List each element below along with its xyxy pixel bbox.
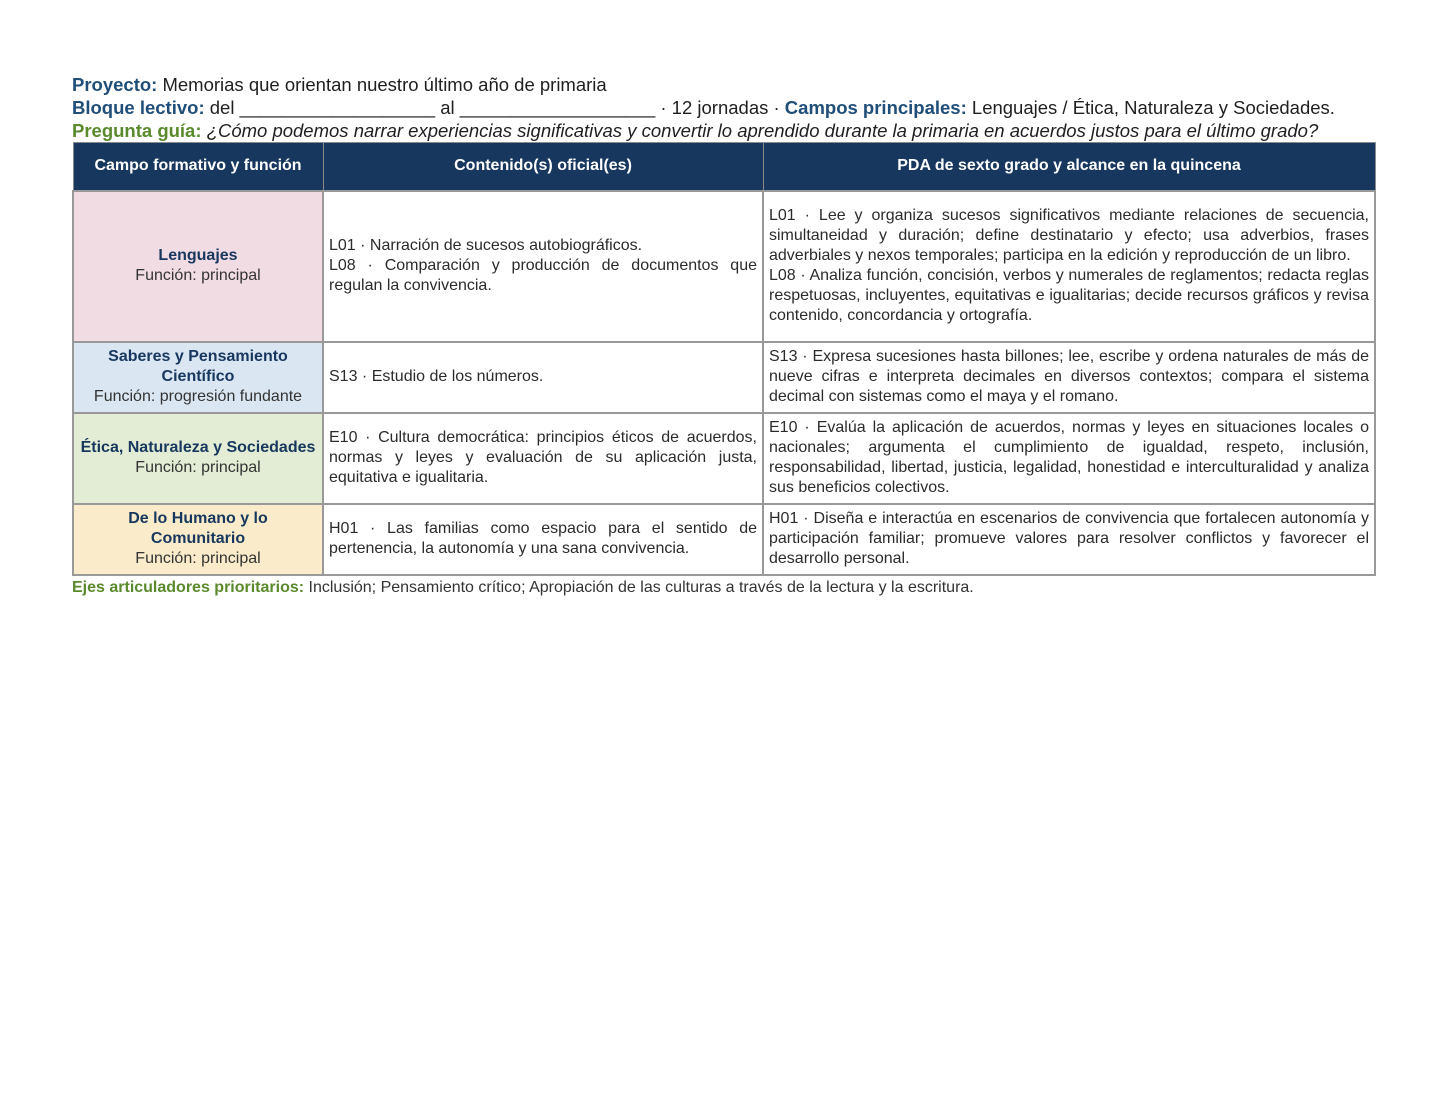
pda-item: L08 · Analiza función, concisión, verbos y numerales de reglamentos; redacta reglas respetuosas, incluyentes, equitativas e igualitarias; decide recursos gráficos y revisa contenido, concordancia y ortografía. bbox=[769, 267, 1369, 324]
pda-cell bbox=[763, 413, 1375, 504]
table-row bbox=[73, 504, 1375, 575]
table-row bbox=[73, 342, 1375, 413]
pda-item: S13 · Expresa sucesiones hasta billones; lee, escribe y ordena naturales de más de nueve cifras e interpreta decimales en diversos contextos; compara el sistema decimal con sistemas como el maya y el romano. bbox=[769, 348, 1369, 405]
pda-cell bbox=[763, 504, 1375, 575]
pda-cell bbox=[763, 191, 1375, 342]
document-page bbox=[72, 73, 1374, 599]
column-header-field: Campo formativo y función bbox=[73, 143, 323, 191]
content-item: L01 · Narración de sucesos autobiográficos. bbox=[329, 237, 643, 254]
axes-value: Inclusión; Pensamiento crítico; Apropiación de las culturas a través de la lectura y la escritura. bbox=[304, 578, 974, 596]
field-name: Lenguajes bbox=[158, 247, 238, 264]
field-cell bbox=[73, 191, 323, 342]
content-item: H01 · Las familias como espacio para el sentido de pertenencia, la autonomía y una sana convivencia. bbox=[329, 520, 757, 557]
project-value: Memorias que orientan nuestro último año de primaria bbox=[157, 74, 607, 95]
axes-line bbox=[72, 577, 1374, 599]
column-header-pda: PDA de sexto grado y alcance en la quincena bbox=[763, 143, 1375, 191]
field-name: Ética, Naturaleza y Sociedades bbox=[80, 439, 316, 456]
plan-table bbox=[72, 142, 1376, 576]
field-cell bbox=[73, 342, 323, 413]
table-row bbox=[73, 191, 1375, 342]
pda-item: H01 · Diseña e interactúa en escenarios de convivencia que fortalecen autonomía y participación familiar; promueve valores para resolver conflictos y favorecer el desarrollo personal. bbox=[769, 510, 1369, 567]
field-function: Función: principal bbox=[135, 550, 261, 567]
table-row bbox=[73, 413, 1375, 504]
pda-item: L01 · Lee y organiza sucesos significativos mediante relaciones de secuencia, simultaneidad y duración; define destinatario y efecto; usa adverbios, frases adverbiales y nexos temporales; participa en la edición y reproducción de un libro. bbox=[769, 207, 1369, 264]
block-label: Bloque lectivo: bbox=[72, 97, 205, 118]
field-function: Función: principal bbox=[135, 459, 261, 476]
field-cell bbox=[73, 413, 323, 504]
question-line bbox=[72, 119, 1374, 142]
content-cell bbox=[323, 413, 763, 504]
field-cell bbox=[73, 504, 323, 575]
project-label: Proyecto: bbox=[72, 74, 158, 95]
field-name: De lo Humano y lo Comunitario bbox=[128, 510, 268, 547]
field-name: Saberes y Pensamiento Científico bbox=[108, 348, 288, 385]
axes-label: Ejes articuladores prioritarios: bbox=[72, 578, 305, 596]
fields-value: Lenguajes / Ética, Naturaleza y Sociedades. bbox=[966, 97, 1335, 118]
content-cell bbox=[323, 342, 763, 413]
question-value: ¿Cómo podemos narrar experiencias significativas y convertir lo aprendido durante la primaria en acuerdos justos para el último grado? bbox=[201, 120, 1319, 141]
content-item: E10 · Cultura democrática: principios éticos de acuerdos, normas y leyes y evaluación de su aplicación justa, equitativa e igualitaria. bbox=[329, 429, 757, 486]
field-function: Función: principal bbox=[135, 267, 261, 284]
pda-item: E10 · Evalúa la aplicación de acuerdos, normas y leyes en situaciones locales o nacionales; argumenta el cumplimiento de igualdad, respeto, inclusión, responsabilidad, libertad, justicia, legalidad, honestidad e interculturalidad y analiza sus beneficios colectivos. bbox=[769, 419, 1369, 496]
project-line bbox=[72, 73, 1374, 96]
content-cell bbox=[323, 504, 763, 575]
block-line bbox=[72, 96, 1374, 119]
pda-cell bbox=[763, 342, 1375, 413]
content-item: S13 · Estudio de los números. bbox=[329, 368, 544, 385]
fields-label: Campos principales: bbox=[784, 97, 967, 118]
table-header-row bbox=[73, 143, 1375, 191]
question-label: Pregunta guía: bbox=[72, 120, 202, 141]
column-header-content: Contenido(s) oficial(es) bbox=[323, 143, 763, 191]
block-value: del ___________________ al ___________________ · 12 jornadas · bbox=[204, 97, 785, 118]
content-item: L08 · Comparación y producción de documentos que regulan la convivencia. bbox=[329, 257, 757, 294]
field-function: Función: progresión fundante bbox=[93, 388, 303, 405]
content-cell bbox=[323, 191, 763, 342]
